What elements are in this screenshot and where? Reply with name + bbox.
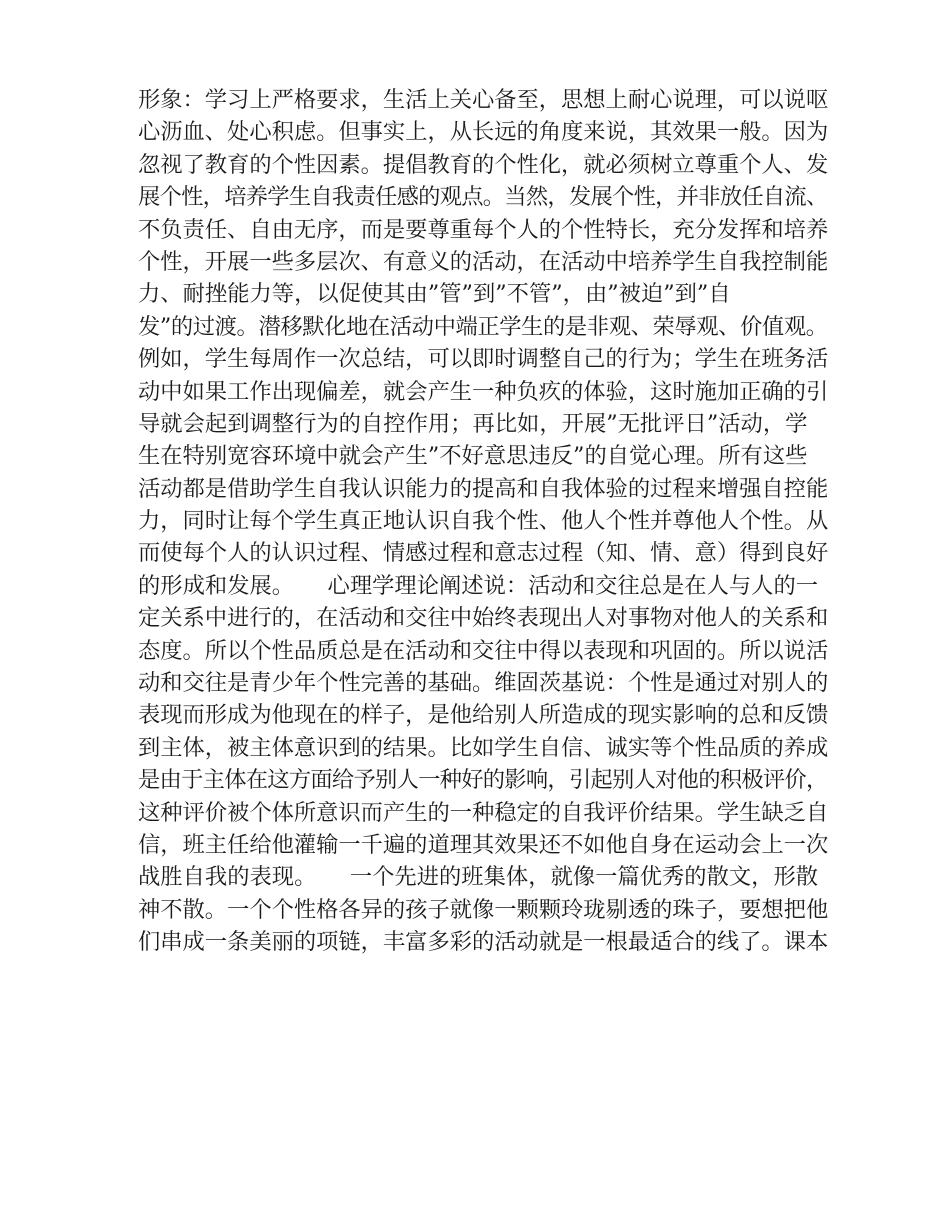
text-line: 力，同时让每个学生真正地认识自我个性、他人个性并尊他人个性。从 — [138, 508, 829, 535]
text-line: 态度。所以个性品质总是在活动和交往中得以表现和巩固的。所以说活 — [138, 637, 829, 664]
text-line: 展个性，培养学生自我责任感的观点。当然，发展个性，并非放任自流、 — [138, 184, 828, 211]
text-line: 形象：学习上严格要求，生活上关心备至，思想上耐心说理，可以说呕 — [138, 87, 829, 113]
text-line: 不负责任、自由无序，而是要尊重每个人的个性特长，充分发挥和培养 — [138, 216, 829, 243]
text-line: 而使每个人的认识过程、情感过程和意志过程（知、情、意）得到良好 — [138, 540, 829, 567]
text-line: 动和交往是青少年个性完善的基础。维固茨基说：个性是通过对别人的 — [138, 670, 829, 697]
text-line: 动中如果工作出现偏差，就会产生一种负疚的体验，这时施加正确的引 — [138, 378, 829, 405]
text-line: 战胜自我的表现。 一个先进的班集体，就像一篇优秀的散文，形散 — [138, 864, 819, 891]
text-line: 是由于主体在这方面给予别人一种好的影响，引起别人对他的积极评价， — [138, 767, 828, 794]
text-line: 导就会起到调整行为的自控作用；再比如，开展”无批评日”活动，学 — [138, 410, 808, 437]
text-line: 神不散。一个个性格各异的孩子就像一颗颗玲珑剔透的珠子，要想把他 — [138, 896, 829, 923]
text-line: 这种评价被个体所意识而产生的一种稳定的自我评价结果。学生缺乏自 — [138, 799, 829, 826]
text-line: 们串成一条美丽的项链，丰富多彩的活动就是一根最适合的线了。课本 — [138, 929, 829, 956]
text-line: 表现而形成为他现在的样子，是他给别人所造成的现实影响的总和反馈 — [138, 702, 829, 729]
text-line: 定关系中进行的，在活动和交往中始终表现出人对事物对他人的关系和 — [138, 605, 829, 632]
text-line: 信，班主任给他灌输一千遍的道理其效果还不如他自身在运动会上一次 — [138, 831, 829, 858]
body-text — [138, 84, 828, 959]
text-line: 个性，开展一些多层次、有意义的活动，在活动中培养学生自我控制能 — [138, 248, 829, 275]
text-line: 例如，学生每周作一次总结，可以即时调整自己的行为；学生在班务活 — [138, 346, 829, 373]
text-line: 力、耐挫能力等，以促使其由”管”到”不管”，由”被迫”到”自 — [138, 281, 731, 308]
text-line: 心沥血、处心积虑。但事实上，从长远的角度来说，其效果一般。因为 — [138, 119, 829, 146]
text-line: 的形成和发展。 心理学理论阐述说：活动和交往总是在人与人的一 — [138, 572, 819, 599]
text-line: 生在特别宽容环境中就会产生”不好意思违反”的自觉心理。所有这些 — [138, 443, 808, 470]
text-line: 到主体，被主体意识到的结果。比如学生自信、诚实等个性品质的养成 — [138, 734, 829, 761]
text-line: 发”的过渡。潜移默化地在活动中端正学生的是非观、荣辱观、价值观。 — [138, 313, 828, 340]
text-line: 忽视了教育的个性因素。提倡教育的个性化，就必须树立尊重个人、发 — [138, 151, 829, 178]
text-line: 活动都是借助学生自我认识能力的提高和自我体验的过程来增强自控能 — [138, 475, 829, 502]
